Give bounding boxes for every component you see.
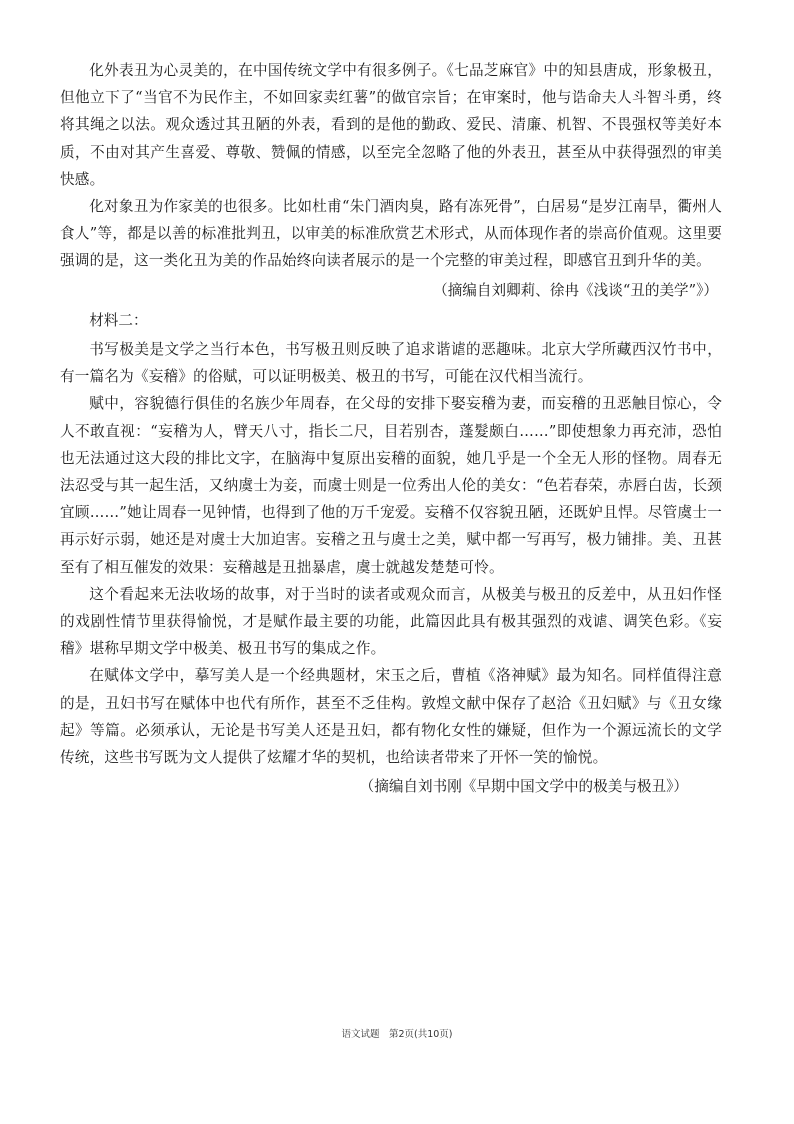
paragraph-wangji-story: 赋中，容貌德行俱佳的名族少年周春，在父母的安排下娶妄稽为妻，而妄稽的丑恶触目惊心，令人不敢直视：“妄稽为人，臂天八寸，指长二尺，目若别杏，蓬髮颇白……”即使想象力再充沛，恐怕也无法通过这大段的排比文字，在脑海中复原出妄稽的面貌，她几乎是一个全无人形的怪物。周春无法忍受与其一起生活，又纳虞士为妾，而虞士则是一位秀出人伦的美女：“色若春荣，赤唇白齿，长颈宜顾……”她让周春一见钟情，也得到了他的万千宠爱。妄稽不仅容貌丑陋，还既妒且悍。尽管虞士一再示好示弱，她还是对虞士大加迫害。妄稽之丑与虞士之美，赋中都一写再写，极力铺排。美、丑甚至有了相互催发的效果：妄稽越是丑拙暴虐，虞士就越发楚楚可怜。 (60, 395, 722, 576)
paragraph-ugly-object-writer-beauty: 化对象丑为作家美的也很多。比如杜甫“朱门酒肉臭，路有冻死骨”，白居易“是岁江南旱，衢州人食人”等，都是以善的标准批判丑，以审美的标准欣赏艺术形式，从而体现作者的崇高价值观。这里要强调的是，这一类化丑为美的作品始终向读者展示的是一个完整的审美过程，即感官丑到升华的美。 (60, 198, 722, 270)
citation-material-two: （摘编自刘书刚《早期中国文学中的极美与极丑》） (359, 778, 688, 796)
passage-body (60, 57, 722, 800)
material-two-label: 材料二： (89, 311, 148, 329)
paragraph-fu-tradition: 在赋体文学中，摹写美人是一个经典题材，宋玉之后，曹植《洛神赋》最为知名。同样值得注意的是，丑妇书写在赋体中也代有所作，甚至不乏佳构。敦煌文献中保存了赵洽《丑妇赋》与《丑女缘起》等篇。必须承认，无论是书写美人还是丑妇，都有物化女性的嫌疑，但作为一个源远流长的文学传统，这些书写既为文人提供了炫耀才华的契机，也给读者带来了开怀一笑的愉悦。 (60, 667, 722, 767)
citation-material-one: （摘编自刘卿莉、徐冉《浅谈“丑的美学”》） (433, 281, 718, 299)
paragraph-story-function: 这个看起来无法收场的故事，对于当时的读者或观众而言，从极美与极丑的反差中，从丑妇作怪的戏剧性情节里获得愉悦，才是赋作最主要的功能，此篇因此具有极其强烈的戏谑、调笑色彩。《妄稽》堪称早期文学中极美、极丑书写的集成之作。 (60, 585, 722, 658)
paragraph-ugly-appearance-beautiful-soul: 化外表丑为心灵美的，在中国传统文学中有很多例子。《七品芝麻官》中的知县唐成，形象极丑，但他立下了“当官不为民作主，不如回家卖红薯”的做官宗旨；在审案时，他与诰命夫人斗智斗勇，终将其绳之以法。观众透过其丑陋的外表，看到的是他的勤政、爱民、清廉、机智、不畏强权等美好本质，不由对其产生喜爱、尊敬、赞佩的情感，以至完全忽略了他的外表丑，甚至从中获得强烈的审美快感。 (60, 62, 722, 188)
page-footer: 语文试题 第2页(共10页) (341, 1029, 453, 1040)
paragraph-extreme-beauty-ugliness: 书写极美是文学之当行本色，书写极丑则反映了追求谐谑的恶趣味。北京大学所藏西汉竹书中，有一篇名为《妄稽》的俗赋，可以证明极美、极丑的书写，可能在汉代相当流行。 (60, 341, 722, 386)
